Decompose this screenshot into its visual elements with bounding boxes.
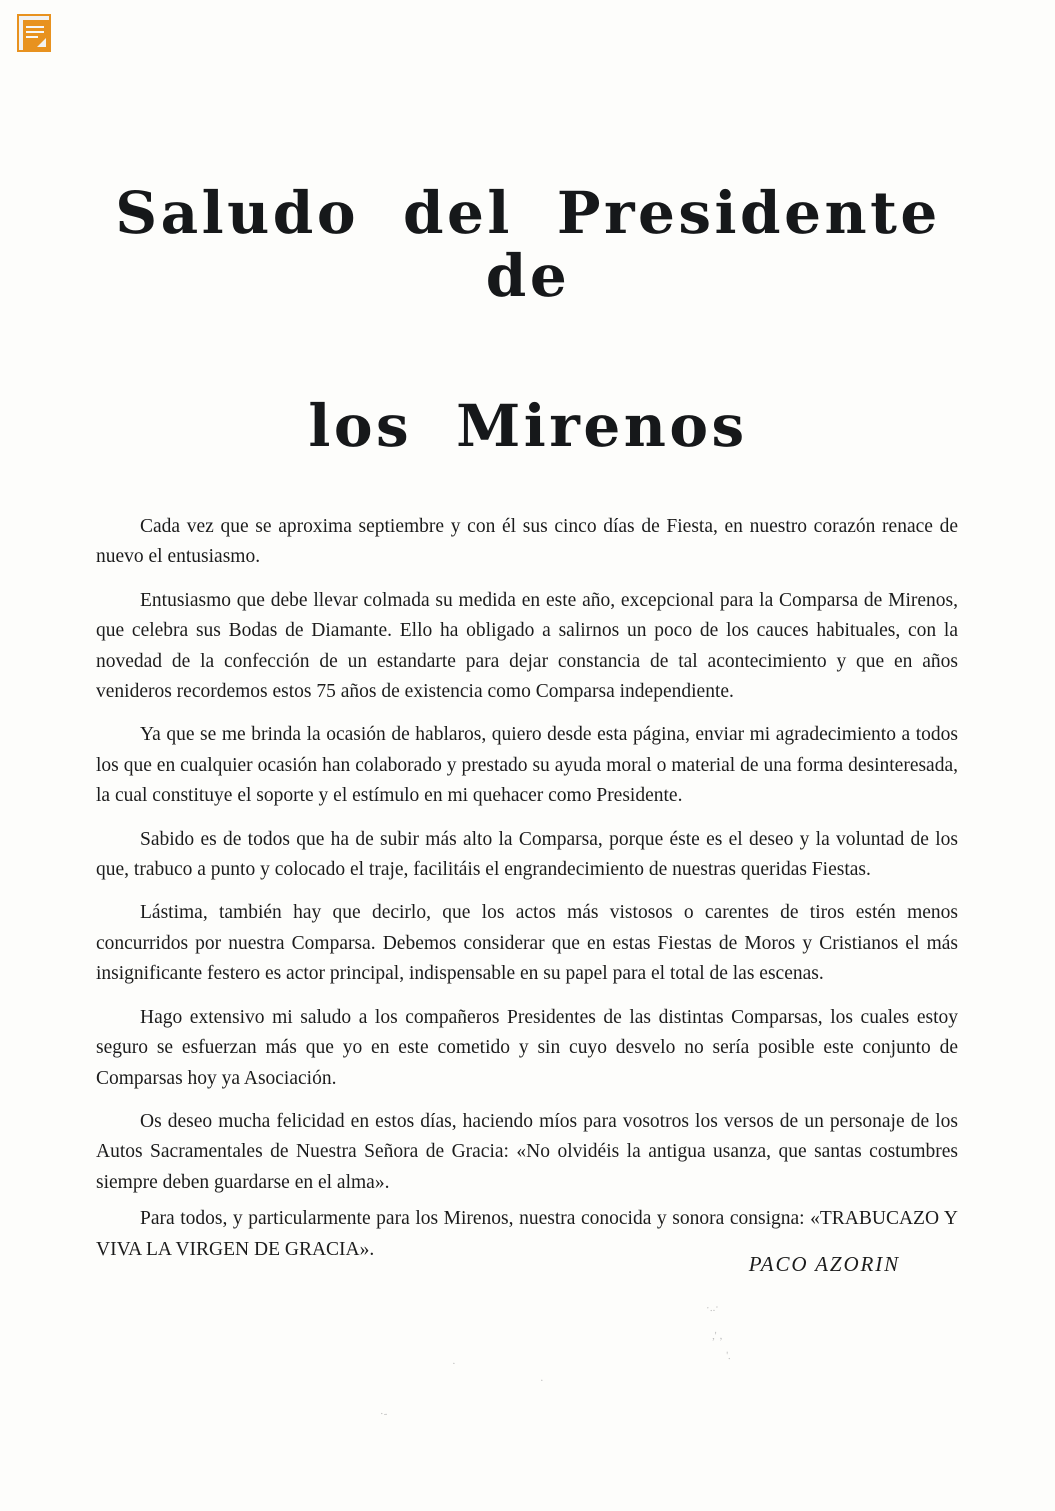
document-icon[interactable] (17, 14, 51, 52)
document-icon-line (26, 26, 44, 28)
paragraph: Lástima, también hay que decirlo, que los actos más vistosos o carentes de tiros estén menos concurridos por nuestra Comparsa. Debemos considerar que en estas Fiestas de Moros y Cristianos el más insignificante festero es actor principal, indispensable en su papel para el total de las escenas. (96, 902, 958, 985)
page-title-line-1: Saludo del Presidente de (115, 179, 941, 310)
scan-artifact: '. (725, 1349, 732, 1363)
scan-artifact: ,' , (711, 1329, 723, 1343)
page-title-line-2: los Mirenos (308, 392, 748, 461)
paragraph: Sabido es de todos que ha de subir más alto la Comparsa, porque éste es el deseo y la voluntad de los que, trabuco a punto y colocado el traje, facilitáis el engrandecimiento de nuestras queridas Fiestas. (96, 828, 958, 881)
paragraph: Entusiasmo que debe llevar colmada su medida en este año, excepcional para la Comparsa de Mirenos, que celebra sus Bodas de Diamante. Ello ha obligado a salirnos un poco de los cauces habituales, con la novedad de la confección de un estandarte para dejar constancia de tal acontecimiento y que en años venideros recordemos estos 75 años de existencia como Comparsa independiente. (96, 589, 958, 703)
document-icon-fold (37, 38, 46, 47)
scan-artifact: ·- (379, 1407, 388, 1421)
article-body (96, 512, 958, 1265)
paragraph: Hago extensivo mi saludo a los compañeros Presidentes de las distintas Comparsas, los cuales estoy seguro se esfuerzan más que yo en este cometido y sin cuyo desvelo no sería posible este conjunto de Comparsas hoy ya Asociación. (96, 1006, 958, 1089)
scan-artifact: · (451, 1357, 456, 1371)
signature: PACO AZORIN (748, 1252, 900, 1276)
paragraph: Os deseo mucha felicidad en estos días, haciendo míos para vosotros los versos de un personaje de los Autos Sacramentales de Nuestra Señora de Gracia: «No olvidéis la antigua usanza, que santas costumbres siempre deben guardarse en el alma». (96, 1110, 958, 1193)
paragraph: Cada vez que se aproxima septiembre y con él sus cinco días de Fiesta, en nuestro corazón renace de nuevo el entusiasmo. (96, 516, 958, 568)
scan-artifact: · (539, 1374, 544, 1388)
document-icon-line (26, 31, 44, 33)
paragraph: Ya que se me brinda la ocasión de hablaros, quiero desde esta página, enviar mi agradecimiento a todos los que en cualquier ocasión han colaborado y prestado su ayuda moral o material de una forma desinteresada, la cual constituye el soporte y el estímulo en mi quehacer como Presidente. (96, 724, 958, 807)
scan-artifact: ·..· (705, 1301, 720, 1315)
page-title (88, 179, 968, 461)
paragraph: Para todos, y particularmente para los Mirenos, nuestra conocida y sonora consigna: «TRABUCAZO Y VIVA LA VIRGEN DE GRACIA». (96, 1208, 958, 1260)
